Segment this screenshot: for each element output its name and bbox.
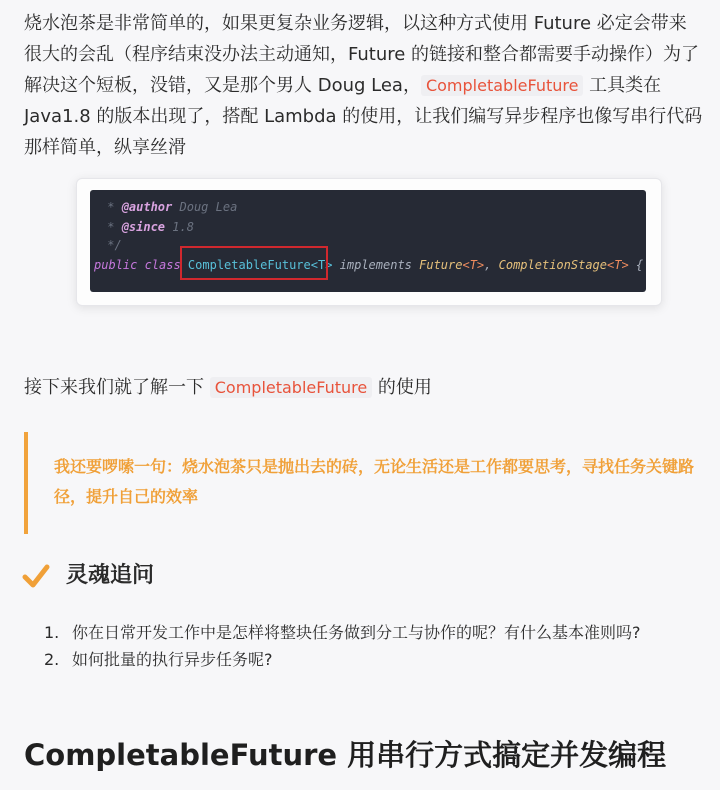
usage-sentence: 接下来我们就了解一下 CompletableFuture 的使用 [24, 377, 432, 398]
code-line-author: * @author Doug Lea [100, 200, 238, 214]
code-line-since: * @since 1.8 [100, 220, 194, 234]
inline-code-completablefuture: CompletableFuture [421, 75, 583, 96]
intro-text-1: 烧水泡茶是非常简单的，如果更复杂业务逻辑，以这种方式使用 Future 必定会带来很大的会乱（程序结束没办法主动通知，Future 的链接和整合都需要手动操作）为了解决这个短板，没错，又是那个男人 Doug Lea， [24, 13, 700, 96]
section-heading-soul-questions: 灵魂追问 [66, 563, 155, 588]
code-block [90, 190, 646, 292]
code-line-class-decl: public class CompletableFuture<T> implements Future<T>, CompletionStage<T> { [94, 258, 644, 272]
list-item: 2. 如何批量的执行异步任务呢? [44, 650, 273, 669]
intro-text-2: 工具类在 Java1.8 的版本出现了，搭配 Lambda 的使用，让我们编写异步程序也像写串行代码那样简单，纵享丝滑 [24, 75, 703, 158]
section-heading-completablefuture: CompletableFuture 用串行方式搞定并发编程 [24, 738, 667, 772]
check-icon [22, 562, 50, 590]
questions-list [44, 620, 704, 674]
code-line-comment-end: */ [100, 238, 122, 252]
quote-text: 我还要啰嗦一句：烧水泡茶只是抛出去的砖，无论生活还是工作都要思考，寻找任务关键路径，提升自己的效率 [54, 457, 695, 506]
highlight-box [180, 246, 328, 280]
inline-code-completablefuture-2: CompletableFuture [210, 377, 372, 398]
highlighted-class-name: CompletableFuture<T> [187, 258, 333, 272]
list-item: 1. 你在日常开发工作中是怎样将整块任务做到分工与协作的呢？有什么基本准则吗? [44, 623, 641, 642]
intro-paragraph [24, 8, 704, 163]
blockquote-note [24, 432, 698, 534]
